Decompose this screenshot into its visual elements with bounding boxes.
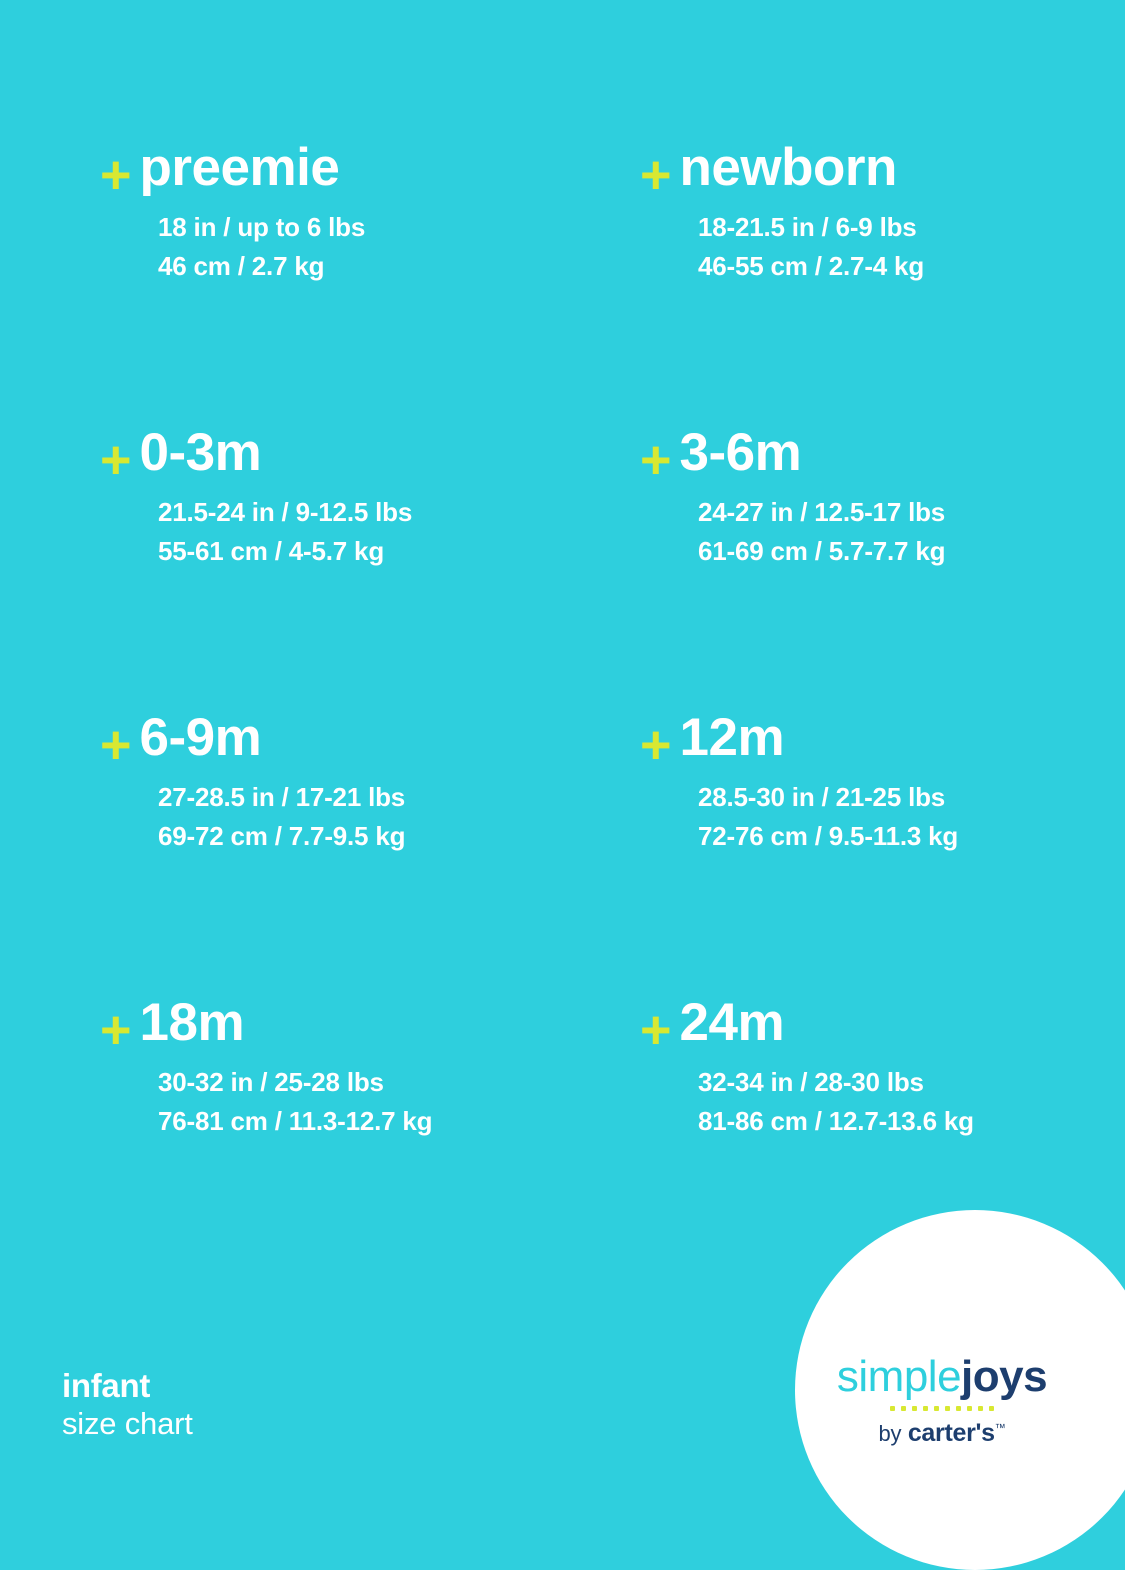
size-heading [640,138,1125,205]
plus-icon: + [100,715,132,775]
size-metric: 46-55 cm / 2.7-4 kg [698,251,924,281]
size-heading [100,138,640,205]
size-imperial: 32-34 in / 28-30 lbs [698,1067,924,1097]
size-imperial: 30-32 in / 25-28 lbs [158,1067,384,1097]
brand-byline [817,1419,1067,1448]
brand-word-joys: joys [961,1352,1048,1401]
size-heading [640,423,1125,490]
size-entry-0-3m [100,425,640,710]
brand-word-simple: simple [836,1352,962,1401]
size-metric: 61-69 cm / 5.7-7.7 kg [698,536,946,566]
plus-icon: + [100,1000,132,1060]
brand-dots-decoration [817,1406,1067,1411]
size-metric: 76-81 cm / 11.3-12.7 kg [158,1106,433,1136]
size-heading [100,708,640,775]
size-heading [640,708,1125,775]
trademark-icon: ™ [994,1422,1006,1435]
size-label: 18m [139,993,245,1052]
brand-by-label: by [878,1421,902,1446]
size-label: preemie [139,138,340,197]
plus-icon: + [640,715,672,775]
size-entry-6-9m [100,710,640,995]
plus-icon: + [640,1000,672,1060]
size-label: 24m [679,993,785,1052]
size-label: 12m [679,708,785,767]
size-metric: 46 cm / 2.7 kg [158,251,325,281]
size-metric: 69-72 cm / 7.7-9.5 kg [158,821,406,851]
plus-icon: + [640,145,672,205]
size-imperial: 27-28.5 in / 17-21 lbs [158,782,406,812]
plus-icon: + [640,430,672,490]
plus-icon: + [100,145,132,205]
size-entry-newborn [640,140,1125,425]
size-imperial: 28.5-30 in / 21-25 lbs [698,782,946,812]
brand-logo [817,1352,1067,1448]
caption-line-2: size chart [62,1405,193,1441]
size-heading [100,993,640,1060]
size-label: 3-6m [679,423,802,482]
size-imperial: 18-21.5 in / 6-9 lbs [698,212,917,242]
caption-line-1: infant [62,1366,151,1404]
size-imperial: 24-27 in / 12.5-17 lbs [698,497,946,527]
size-metric: 81-86 cm / 12.7-13.6 kg [698,1106,974,1136]
size-imperial: 21.5-24 in / 9-12.5 lbs [158,497,413,527]
size-label: newborn [679,138,897,197]
size-entry-preemie [100,140,640,425]
size-entry-18m [100,995,640,1280]
brand-parent-name: carter's [907,1419,995,1447]
size-imperial: 18 in / up to 6 lbs [158,212,366,242]
plus-icon: + [100,430,132,490]
size-heading [640,993,1125,1060]
chart-caption [62,1367,193,1442]
size-label: 0-3m [139,423,262,482]
size-entry-12m [640,710,1125,995]
size-metric: 72-76 cm / 9.5-11.3 kg [698,821,959,851]
size-heading [100,423,640,490]
size-label: 6-9m [139,708,262,767]
size-metric: 55-61 cm / 4-5.7 kg [158,536,384,566]
brand-wordmark [817,1352,1067,1401]
size-entry-3-6m [640,425,1125,710]
